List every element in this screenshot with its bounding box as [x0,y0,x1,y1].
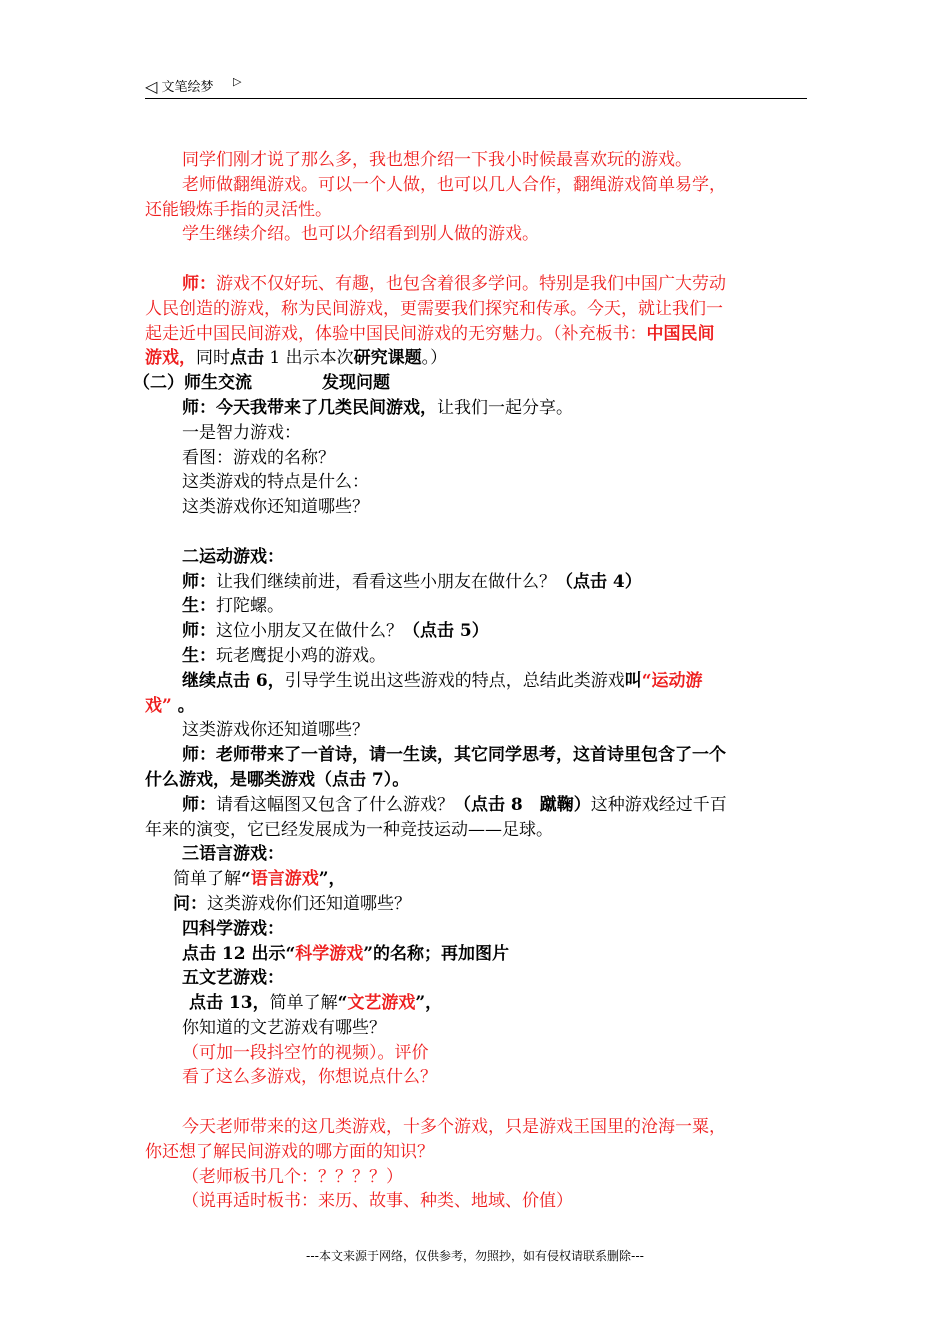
emphasis-run: 师：今天我带来了几类民间游戏， [182,397,437,418]
header-title: 文笔绘梦 [161,80,214,95]
triangle-right-icon: ▷ [233,75,242,88]
speaker-label: 问： [173,893,207,914]
paragraph-line: 你还想了解民间游戏的哪方面的知识？ [145,1141,434,1162]
paragraph-line [145,991,805,1016]
paragraph-line: （可加一段抖空竹的视频）。评价 [182,1042,429,1063]
paragraph-line: 老师做翻绳游戏。可以一个人做，也可以几人合作，翻绳游戏简单易学， [182,174,726,195]
speaker-label: 生： [182,645,216,666]
emphasis-run: 研究课题 [353,348,422,369]
text-run: “ [241,869,251,890]
text-run: 引导学生说出这些游戏的特点，总结此类游戏 [284,670,625,691]
blank-line [145,520,805,545]
section-title: （二）师生交流 [133,373,252,394]
blank-line [145,247,805,272]
subsection-heading: 三语言游戏： [182,844,284,865]
paragraph-line: （说再适时板书：来历、故事、种类、地域、价值） [182,1191,573,1212]
text-run: 同时 [196,348,230,369]
section-subtitle: 发现问题 [322,373,390,394]
section-heading [133,371,805,396]
speaker-label: 师： [182,273,216,294]
paragraph-line: 还能锻炼手指的灵活性。 [145,199,332,220]
paragraph-line: 今天老师带来的这几类游戏，十多个游戏，只是游戏王国里的沧海一粟， [182,1117,726,1138]
paragraph-line: 什么游戏，是哪类游戏（点击 7）。 [145,769,410,790]
paragraph-line [145,396,805,421]
paragraph-line [145,793,805,818]
blank-line [145,1090,805,1115]
text-run: “ [337,993,348,1014]
text-run: ”的名称；再加图片 [363,943,510,964]
paragraph-line [145,272,805,297]
paragraph-line: 年来的演变，它已经发展成为一种竞技运动——足球。 [145,819,553,840]
paragraph-line: （老师板书几个：？？？？） [182,1166,403,1187]
speaker-label: 师： [182,794,216,815]
emphasis-run: 叫 [624,670,642,691]
paragraph-line: 这类游戏你还知道哪些？ [182,720,369,741]
paragraph-line: 看图：游戏的名称？ [182,447,335,468]
text-run: ”， [318,869,346,890]
emphasis-run: 戏” [145,695,172,716]
text-run: 让我们一起分享。 [437,397,573,418]
text-run: 1 出示本次 [264,348,354,369]
emphasis-run: 继续点击 6， [182,670,285,691]
emphasis-run: “运动游 [641,670,703,691]
paragraph-line [145,619,805,644]
text-run: 简单了解 [173,869,241,890]
emphasis-run: （点击 5） [403,621,489,642]
paragraph-line [145,892,805,917]
paragraph-line [145,322,805,347]
text-run: 游戏不仅好玩、有趣，也包含着很多学问。特别是我们中国广大劳动 [216,273,726,294]
speaker-label: 生： [182,596,216,617]
text-run: 这种游戏经过千百 [590,794,727,815]
text-run: 请看这幅图又包含了什么游戏？ [216,794,454,815]
text-run: 让我们继续前进，看看这些小朋友在做什么？ [216,571,556,592]
text-run: 起走近中国民间游戏，体验中国民间游戏的无穷魅力。（补充板书： [145,323,647,344]
text-run: 玩老鹰捉小鸡的游戏。 [216,645,386,666]
paragraph-line: 人民创造的游戏，称为民间游戏，更需要我们探究和传承。今天，就让我们一 [145,298,723,319]
paragraph-line: 这类游戏你还知道哪些？ [182,497,369,518]
paragraph-line [145,694,805,719]
paragraph-line [145,644,805,669]
emphasis-run: 语言游戏 [250,869,319,890]
subsection-heading: 四科学游戏： [182,918,284,939]
paragraph-line: 学生继续介绍。也可以介绍看到别人做的游戏。 [182,224,539,245]
triangle-left-icon: ◁ [145,77,158,96]
page-footer: ---本文来源于网络，仅供参考，勿照抄，如有侵权请联系删除--- [306,1249,644,1263]
paragraph-line [145,346,805,371]
paragraph-line [145,867,805,892]
paragraph-line: 这类游戏的特点是什么： [182,472,369,493]
text-run: 。 [171,695,195,716]
emphasis-run: 文艺游戏 [347,993,416,1014]
text-run: 这位小朋友又在做什么？ [216,621,403,642]
speaker-label: 师： [182,621,216,642]
paragraph-line [145,570,805,595]
text-run: 。） [421,348,448,369]
paragraph-line: 同学们刚才说了那么多，我也想介绍一下我小时候最喜欢玩的游戏。 [182,150,692,170]
paragraph-line: 你知道的文艺游戏有哪些？ [182,1017,386,1038]
emphasis-run: 游戏， [145,348,196,369]
text-run: 简单了解 [269,993,338,1014]
emphasis-run: 科学游戏 [295,943,364,964]
speaker-label: 师： [182,571,216,592]
text-run: 点击 12 出示“ [182,943,296,964]
paragraph-line [145,942,805,967]
paragraph-line: 一是智力游戏： [182,422,301,443]
subsection-heading: 二运动游戏： [182,546,284,567]
subsection-heading: 五文艺游戏： [182,968,284,989]
emphasis-run: （点击 4） [556,571,642,592]
page-header [145,74,807,99]
document-body [133,148,805,1214]
text-run: ”， [415,993,443,1014]
header-left [145,76,213,96]
paragraph-line: 师：老师带来了一首诗，请一生读，其它同学思考，这首诗里包含了一个 [182,745,726,766]
emphasis-run: 中国民间 [646,323,715,344]
text-run: 打陀螺。 [216,596,284,617]
text-run: 这类游戏你们还知道哪些？ [207,893,411,914]
paragraph-line [145,669,805,694]
paragraph-line [145,594,805,619]
emphasis-run: 点击 13， [189,993,270,1014]
paragraph-line: 看了这么多游戏，你想说点什么？ [182,1067,437,1088]
emphasis-run: 点击 [230,348,264,369]
emphasis-run: （点击 8 蹴鞠） [454,794,591,815]
